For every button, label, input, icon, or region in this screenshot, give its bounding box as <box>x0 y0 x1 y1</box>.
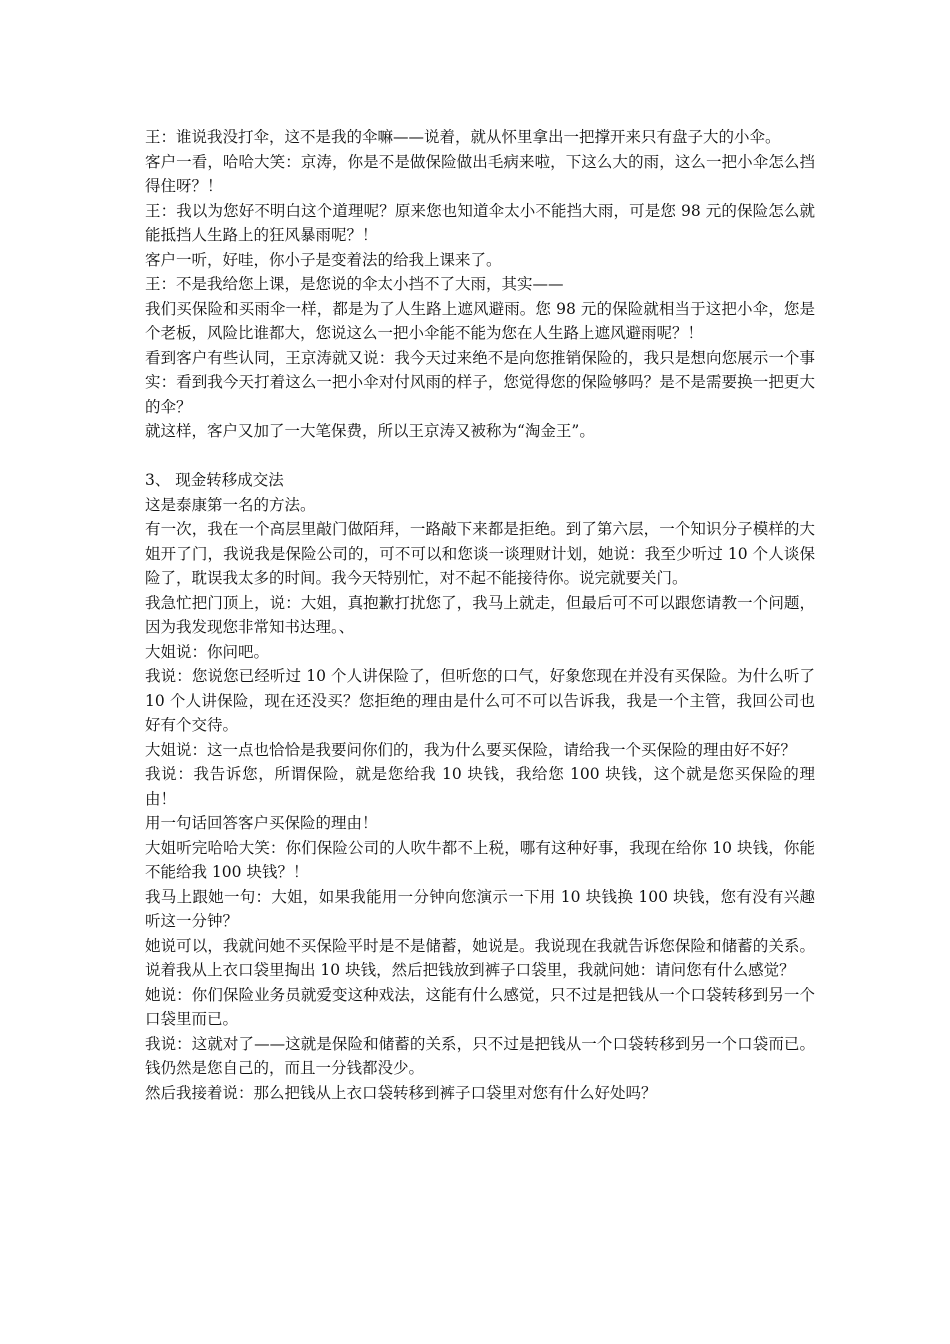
paragraph: 我急忙把门顶上，说：大姐，真抱歉打扰您了，我马上就走，但最后可不可以跟您请教一个问题，因为我发现您非常知书达理。、 <box>145 593 815 636</box>
paragraph: 她说可以，我就问她不买保险平时是不是储蓄，她说是。我说现在我就告诉您保险和储蓄的关系。说着我从上衣口袋里掏出 10 块钱，然后把钱放到裤子口袋里，我就问她：请问您有什么感觉？ <box>145 936 815 979</box>
paragraph: 大姐听完哈哈大笑：你们保险公司的人吹牛都不上税，哪有这种好事，我现在给你 10 块钱，你能不能给我 100 块钱？！ <box>145 838 815 881</box>
paragraph: 然后我接着说：那么把钱从上衣口袋转移到裤子口袋里对您有什么好处吗？ <box>145 1083 657 1102</box>
paragraph: 客户一听，好哇，你小子是变着法的给我上课来了。 <box>145 250 502 269</box>
paragraph: 大姐说：这一点也恰恰是我要问你们的，我为什么要买保险，请给我一个买保险的理由好不好？ <box>145 740 797 759</box>
paragraph: 客户一看，哈哈大笑：京涛，你是不是做保险做出毛病来啦，下这么大的雨，这么一把小伞怎么挡得住呀？！ <box>145 152 815 195</box>
paragraph: 我马上跟她一句：大姐，如果我能用一分钟向您演示一下用 10 块钱换 100 块钱，您有没有兴趣听这一分钟？ <box>145 887 815 930</box>
paragraph: 我说：这就对了——这就是保险和储蓄的关系，只不过是把钱从一个口袋转移到另一个口袋而已。钱仍然是您自己的，而且一分钱都没少。 <box>145 1034 815 1077</box>
paragraph: 有一次，我在一个高层里敲门做陌拜，一路敲下来都是拒绝。到了第六层，一个知识分子模样的大姐开了门，我说我是保险公司的，可不可以和您谈一谈理财计划，她说：我至少听过 10 个人谈保险了，耽误我太多的时间。我今天特别忙，对不起不能接待你。说完就要关门。 <box>145 520 815 587</box>
paragraph: 看到客户有些认同，王京涛就又说：我今天过来绝不是向您推销保险的，我只是想向您展示一个事实：看到我今天打着这么一把小伞对付风雨的样子，您觉得您的保险够吗？是不是需要换一把更大的伞？ <box>145 348 815 416</box>
paragraph: 我说：您说您已经听过 10 个人讲保险了，但听您的口气，好象您现在并没有买保险。为什么听了 10 个人讲保险，现在还没买？您拒绝的理由是什么可不可以告诉我，我是一个主管，我回公司也好有个交待。 <box>145 667 815 734</box>
paragraph: 这是泰康第一名的方法。 <box>145 495 316 514</box>
document-body <box>145 125 815 1105</box>
paragraph: 王：我以为您好不明白这个道理呢？原来您也知道伞太小不能挡大雨，可是您 98 元的保险怎么就能抵挡人生路上的狂风暴雨呢？！ <box>145 201 815 244</box>
paragraph: 用一句话回答客户买保险的理由！ <box>145 814 378 832</box>
blank-line <box>145 444 815 469</box>
paragraph: 她说：你们保险业务员就爱变这种戏法，这能有什么感觉，只不过是把钱从一个口袋转移到另一个口袋里而已。 <box>145 985 815 1028</box>
section-heading: 3、 现金转移成交法 <box>145 471 284 489</box>
paragraph: 我说：我告诉您，所谓保险，就是您给我 10 块钱，我给您 100 块钱，这个就是您买保险的理由！ <box>145 765 815 808</box>
paragraph: 我们买保险和买雨伞一样，都是为了人生路上遮风避雨。您 98 元的保险就相当于这把小伞，您是个老板，风险比谁都大，您说这么一把小伞能不能为您在人生路上遮风避雨呢？！ <box>145 299 815 342</box>
paragraph: 大姐说：你问吧。 <box>145 642 270 661</box>
paragraph: 就这样，客户又加了一大笔保费，所以王京涛又被称为“淘金王”。 <box>145 422 595 440</box>
paragraph: 王：谁说我没打伞，这不是我的伞嘛——说着，就从怀里拿出一把撑开来只有盘子大的小伞。 <box>145 128 781 146</box>
paragraph: 王：不是我给您上课，是您说的伞太小挡不了大雨，其实—— <box>145 275 564 293</box>
